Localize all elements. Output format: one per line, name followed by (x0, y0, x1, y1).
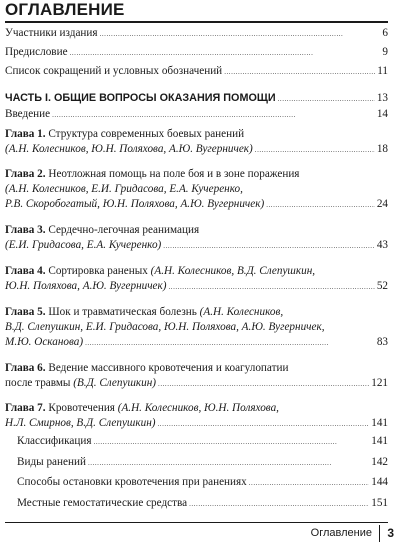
toc-page: 144 (371, 476, 388, 488)
toc-authors: (А.Н. Колесников, Е.И. Гридасова, Е.А. Кучеренко, (5, 183, 243, 195)
toc-page: 6 (382, 27, 388, 39)
toc-entry-introduction[interactable] (5, 107, 388, 122)
toc-page: 9 (382, 46, 388, 58)
toc-page: 18 (376, 143, 388, 155)
toc-title: Шок и травматическая болезнь (48, 306, 197, 318)
toc-entry-preface[interactable] (5, 45, 388, 60)
toc-leader (163, 238, 375, 254)
toc-title: Введение (5, 108, 51, 120)
chapter-label: Глава 3. (5, 224, 46, 236)
toc-entry-abbreviations[interactable] (5, 64, 388, 79)
chapter-label: Глава 6. (5, 362, 46, 374)
toc-title: Участники издания (5, 27, 98, 39)
chapter-label: Глава 2. (5, 168, 46, 180)
toc-page: 142 (371, 456, 388, 468)
toc-subentry-wound-types[interactable] (17, 455, 388, 470)
toc-entry-chapter-5[interactable] (5, 305, 388, 350)
toc-title: Кровотечения (48, 402, 115, 414)
toc-entry-part-1[interactable] (5, 91, 388, 106)
toc-entry-chapter-2[interactable] (5, 167, 388, 212)
toc-title: Виды ранений (17, 456, 86, 468)
toc-page: 83 (376, 336, 388, 348)
page-number: 3 (387, 526, 394, 540)
toc-title: Предисловие (5, 46, 68, 58)
toc-authors: (А.Н. Колесников, В.Д. Слепушкин, (150, 265, 316, 277)
toc-authors: (В.Д. Слепушкин) (73, 377, 157, 389)
toc-leader (52, 107, 375, 123)
toc-leader (266, 197, 375, 213)
toc-leader (224, 64, 375, 80)
chapter-label: Глава 1. (5, 128, 46, 140)
toc-subentry-bleeding-control[interactable] (17, 475, 388, 490)
toc-title: Неотложная помощь на поле боя и в зоне поражения (48, 168, 300, 180)
toc-subentry-hemostatic-agents[interactable] (17, 496, 388, 511)
toc-title-continued: после травмы (В.Д. Слепушкин) (5, 377, 157, 389)
toc-entry-chapter-3[interactable] (5, 223, 388, 253)
chapter-label: Глава 4. (5, 265, 46, 277)
toc-authors: (А.Н. Колесников, (199, 306, 284, 318)
toc-leader (168, 279, 374, 295)
toc-page: 141 (371, 435, 388, 447)
toc-authors: (А.Н. Колесников, Ю.Н. Поляхова, (117, 402, 279, 414)
toc-authors: (Е.И. Гридасова, Е.А. Кучеренко) (5, 239, 162, 251)
toc-authors: (А.Н. Колесников, Ю.Н. Поляхова, А.Ю. Вугерничек) (5, 143, 253, 155)
toc-page: 11 (377, 65, 388, 77)
chapter-label: Глава 7. (5, 402, 46, 414)
toc-page: 151 (371, 497, 388, 509)
toc-leader (88, 455, 369, 471)
toc-authors: В.Д. Слепушкин, Е.И. Гридасова, Ю.Н. Поляхова, А.Ю. Вугерничек, (5, 321, 325, 333)
toc-title: Ведение массивного кровотечения и коагулопатии (48, 362, 289, 374)
footer-separator (379, 525, 381, 542)
toc-title: Способы остановки кровотечения при ранениях (17, 476, 247, 488)
toc-subentry-classification[interactable] (17, 434, 388, 449)
toc-leader (255, 142, 375, 158)
toc-authors: М.Ю. Осканова) (5, 336, 84, 348)
toc-page: 121 (371, 377, 388, 389)
toc-entry-chapter-7[interactable] (5, 401, 388, 431)
toc-page: 52 (376, 280, 388, 292)
toc-title: Классификация (17, 435, 92, 447)
toc-leader (157, 416, 369, 432)
toc-entry-chapter-6[interactable] (5, 361, 388, 391)
toc-leader (70, 45, 381, 61)
toc-page: 14 (376, 108, 388, 120)
toc-page: 24 (376, 198, 388, 210)
toc-leader (85, 335, 375, 351)
toc-leader (189, 496, 369, 512)
toc-title: Список сокращений и условных обозначений (5, 65, 223, 77)
toc-part-title: ЧАСТЬ I. ОБЩИЕ ВОПРОСЫ ОКАЗАНИЯ ПОМОЩИ (5, 92, 276, 104)
toc-leader (94, 434, 370, 450)
toc-leader (100, 26, 381, 42)
toc-page: 141 (371, 417, 388, 429)
title-rule (5, 21, 388, 23)
toc-leader (158, 376, 369, 392)
toc-title: Местные гемостатические средства (17, 497, 188, 509)
toc-authors: Р.В. Скоробогатый, Ю.Н. Поляхова, А.Ю. Вугерничек) (5, 198, 265, 210)
toc-entry-contributors[interactable] (5, 26, 388, 41)
toc-entry-chapter-4[interactable] (5, 264, 388, 294)
chapter-label: Глава 5. (5, 306, 46, 318)
toc-leader (249, 475, 369, 491)
toc-leader (278, 91, 375, 107)
toc-entry-chapter-1[interactable] (5, 127, 388, 157)
toc-page: 13 (376, 92, 388, 104)
toc-page: 43 (376, 239, 388, 251)
toc-title: Сердечно-легочная реанимация (48, 224, 200, 236)
footer-rule (5, 522, 388, 523)
footer-section-label: Оглавление (310, 527, 372, 539)
page-title: ОГЛАВЛЕНИЕ (5, 0, 125, 19)
toc-title: Структура современных боевых ранений (48, 128, 245, 140)
toc-title: Сортировка раненых (48, 265, 148, 277)
toc-authors: Н.Л. Смирнов, В.Д. Слепушкин) (5, 417, 156, 429)
toc-authors: Ю.Н. Поляхова, А.Ю. Вугерничек) (5, 280, 167, 292)
